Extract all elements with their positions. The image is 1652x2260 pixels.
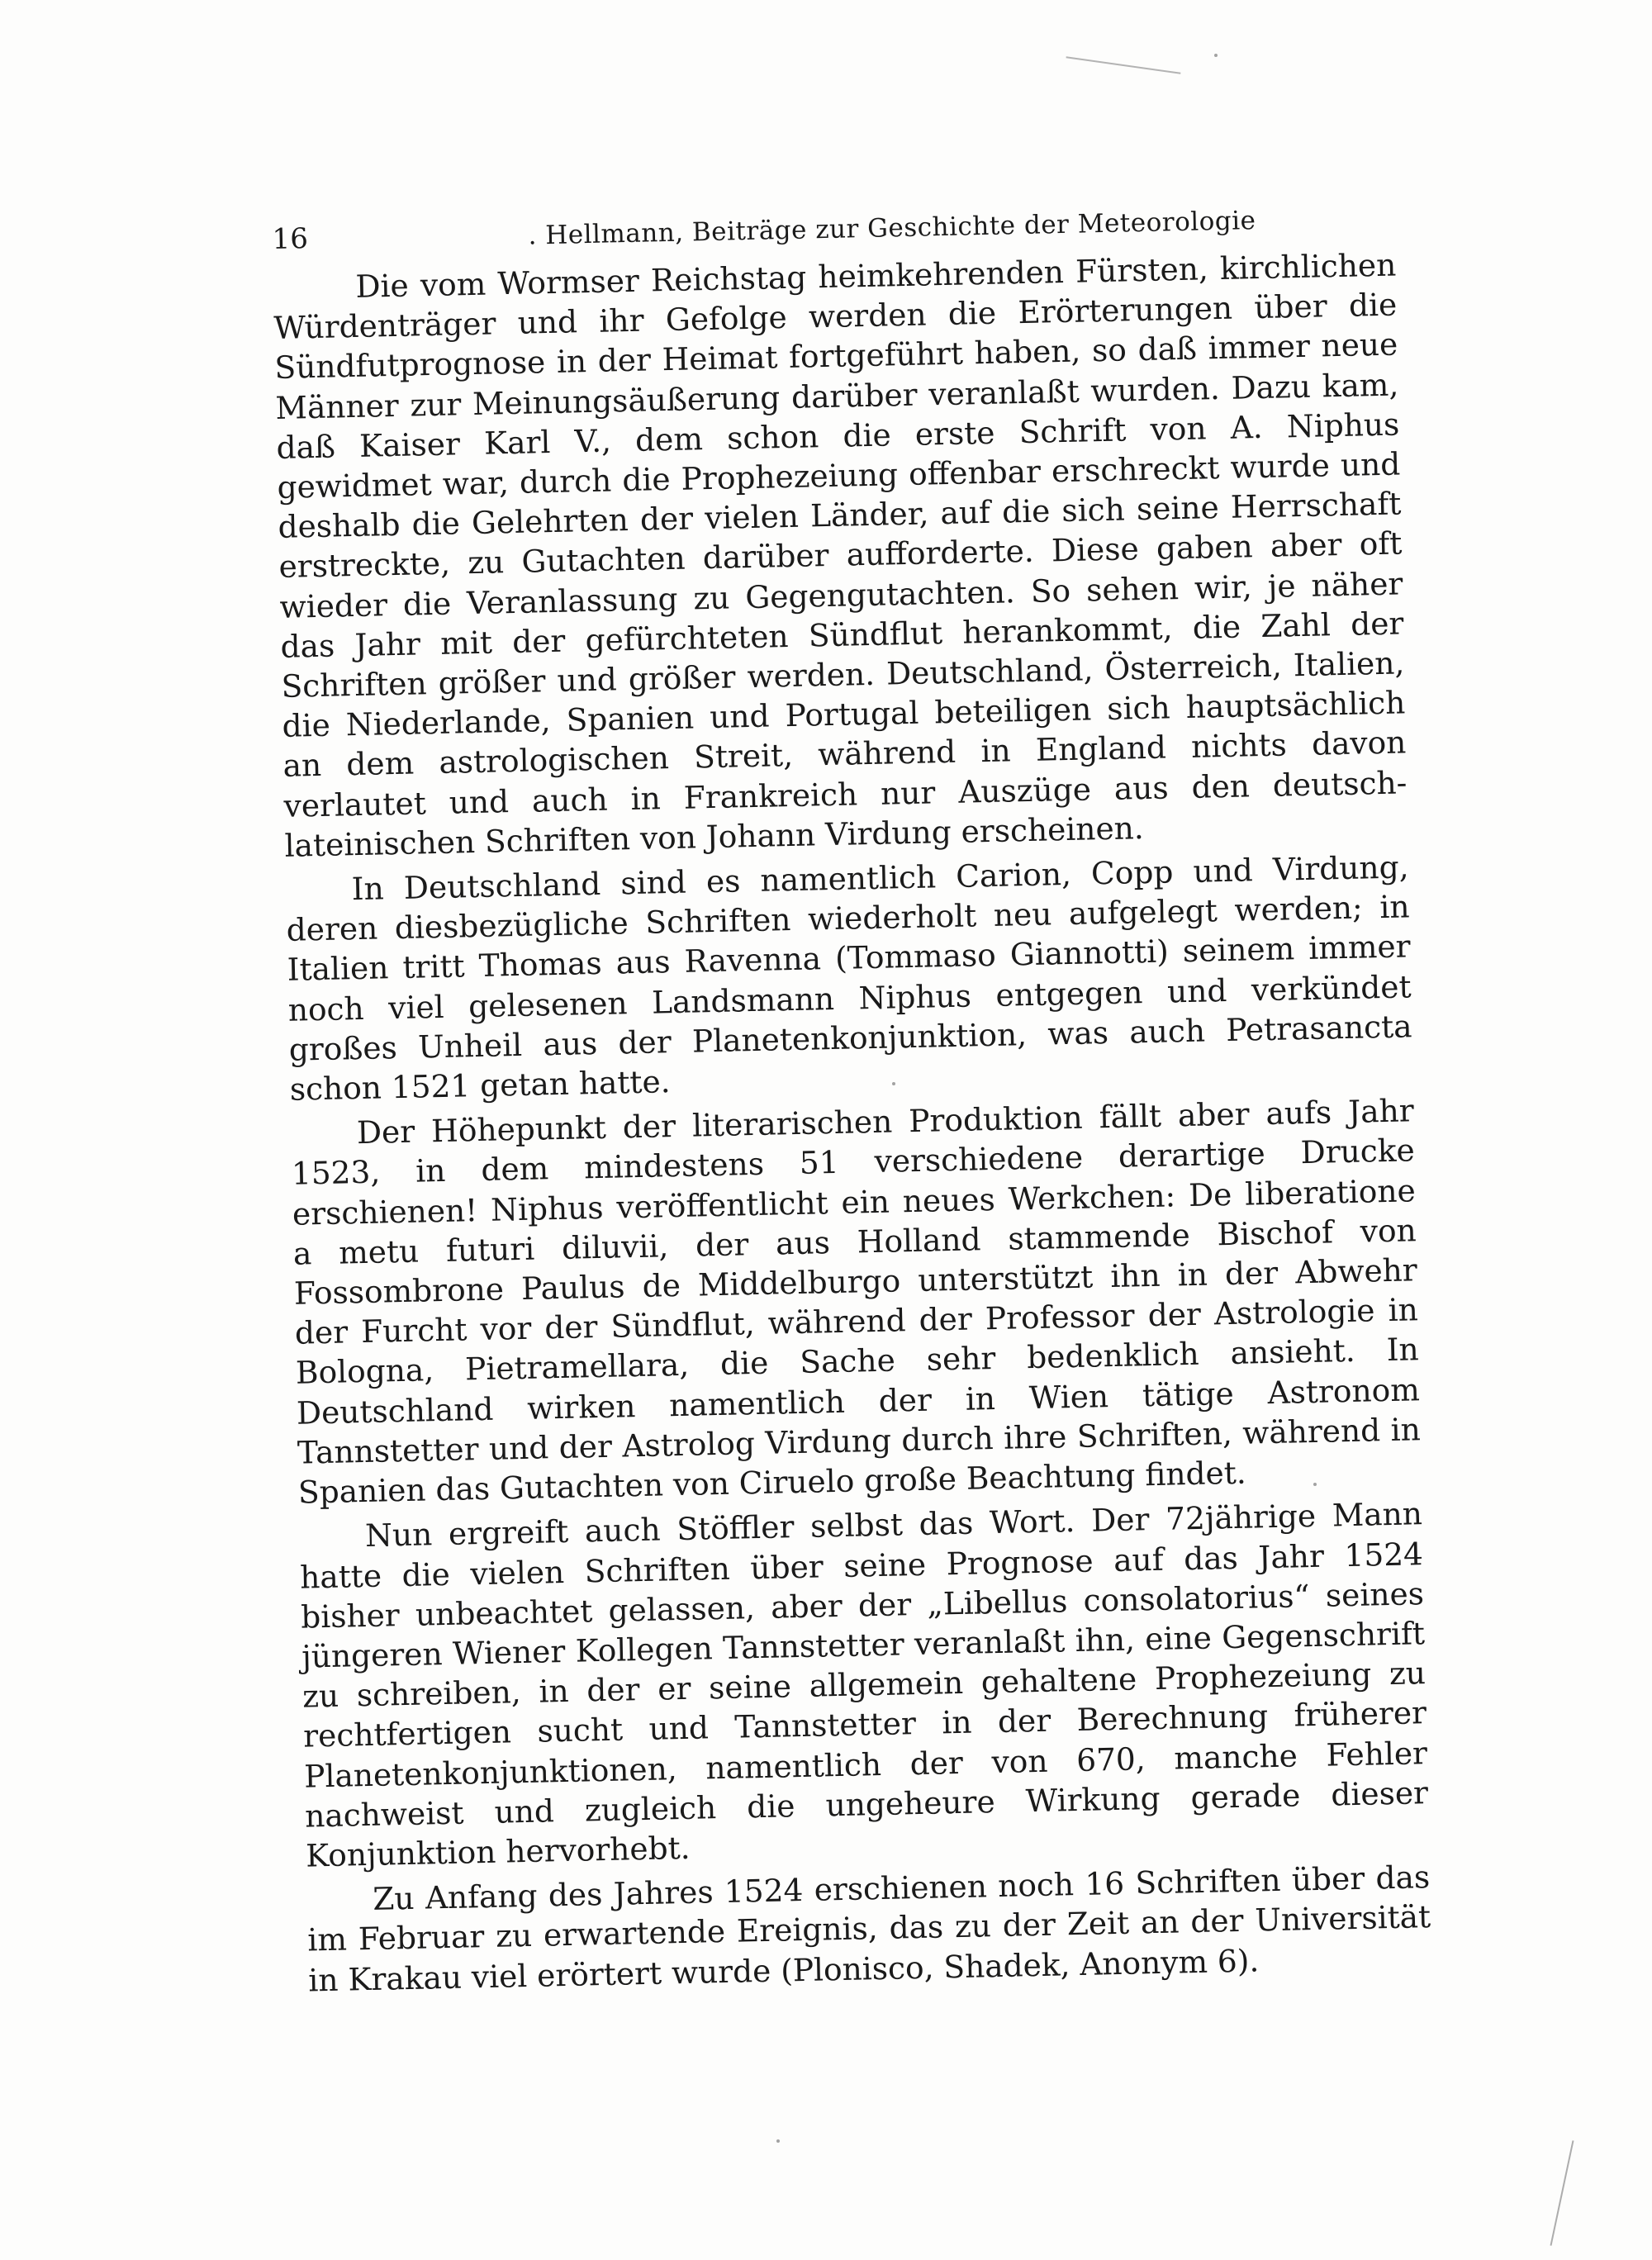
ink-speck — [776, 2139, 780, 2143]
paragraph: Die vom Wormser Reichstag heimkehrenden Fürsten, kirchlichen Würdenträger und ihr Gefolge werden die Erörterungen über die Sündfutprognose in der Heimat fortgeführt haben, so daß immer neue Männer zur Meinungsäußerung darüber veranlaßt wurden. Dazu kam, daß Kaiser Karl V., dem schon die erste Schrift von A. Niphus gewidmet war, durch die Prophezeiung offenbar erschreckt wurde und deshalb die Gelehrten der vielen Länder, auf die sich seine Herrschaft erstreckte, zu Gutachten darüber aufforderte. Diese gaben aber oft wieder die Veranlassung zu Gegengutachten. So sehen wir, je näher das Jahr mit der gefürchteten Sündflut herankommt, die Zahl der Schriften größer und größer werden. Deutschland, Österreich, Italien, die Niederlande, Spanien und Portugal beteiligen sich hauptsächlich an dem astrologischen Streit, während in England nichts davon verlautet und auch in Frankreich nur Auszüge aus den deutsch-lateinischen Schriften von Johann Virdung erscheinen. — [273, 246, 1408, 864]
ink-speck — [1214, 54, 1218, 57]
running-head: . Hellmann, Beiträge zur Geschichte der Meteorologie — [528, 206, 1256, 251]
page-number: 16 — [272, 222, 309, 256]
paragraph: Der Höhepunkt der literarischen Produktion fällt aber aufs Jahr 1523, in dem mindestens 51 verschiedene derartige Drucke erschienen! Niphus veröffentlicht ein neues Werkchen: De liberatione a metu futuri diluvii, der aus Holland stammende Bischof von Fossombrone Paulus de Middelburgo unterstützt ihn in der Abwehr der Furcht vor der Sündflut, während der Professor der Astrologie in Bologna, Pietramellara, die Sache sehr bedenklich ansieht. In Deutschland wirken namentlich der in Wien tätige Astronom Tannstetter und der Astrolog Virdung durch ihre Schriften, während in Spanien das Gutachten von Ciruelo große Beachtung findet. — [291, 1092, 1422, 1511]
page-header — [272, 183, 1412, 256]
paragraph: Nun ergreift auch Stöffler selbst das Wort. Der 72jährige Mann hatte die vielen Schriften über seine Prognose auf das Jahr 1524 bisher unbeachtet gelassen, aber der „Libellus consolatorius“ seines jüngeren Wiener Kollegen Tannstetter veranlaßt ihn, eine Gegenschrift zu schreiben, in der er seine allgemein gehaltene Prophezeiung zu rechtfertigen sucht und Tannstetter in der Berechnung früherer Planetenkonjunktionen, namentlich der von 670, manche Fehler nachweist und zugleich die ungeheure Wirkung gerade dieser Konjunktion hervorhebt. — [299, 1495, 1429, 1874]
paragraph: In Deutschland sind es namentlich Carion, Copp und Virdung, deren diesbezügliche Schriften wiederholt neu aufgelegt werden; in Italien tritt Thomas aus Ravenna (Tommaso Giannotti) seinem immer noch viel gelesenen Landsmann Niphus entgegen und verkündet großes Unheil aus der Planetenkonjunktion, was auch Petrasancta schon 1521 getan hatte. — [286, 848, 1412, 1108]
paragraph: Zu Anfang des Jahres 1524 erschienen noch 16 Schriften über das im Februar zu erwartende Ereignis, das zu der Zeit an der Universität in Krakau viel erörtert wurde (Plonisco, Shadek, Anonym 6). — [306, 1859, 1431, 1999]
pen-stroke-mark — [1550, 2140, 1574, 2246]
pen-stroke-mark — [1066, 56, 1181, 74]
body-text — [273, 245, 1432, 2006]
